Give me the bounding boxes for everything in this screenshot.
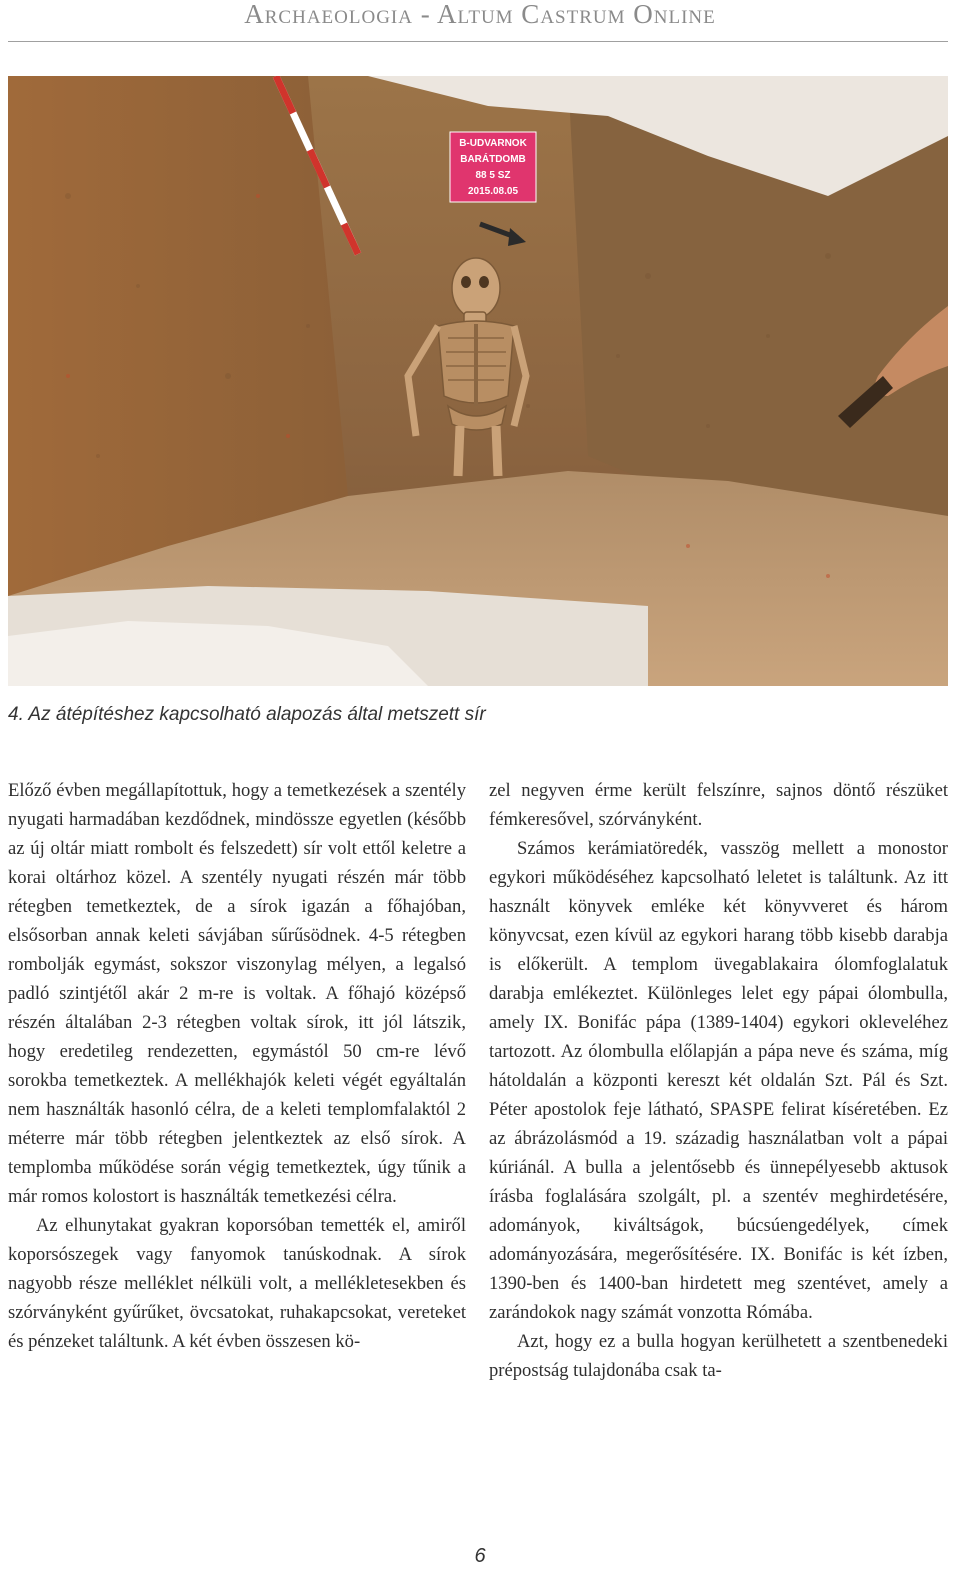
paragraph: Azt, hogy ez a bulla hogyan kerülhetett a szentbenedeki prépostság tulajdonába csak ta- [489, 1331, 948, 1381]
paragraph: zel negyven érme került felszínre, sajnos döntő részüket fémkeresővel, szórványként. [489, 780, 948, 830]
figure-caption: 4. Az átépítéshez kapcsolható alapozás által metszett sír [8, 704, 486, 725]
excavation-photo [8, 76, 948, 686]
site-label-board [450, 132, 536, 202]
running-header: Archaeologia - Altum Castrum Online [244, 0, 716, 29]
page-number: 6 [474, 1545, 486, 1567]
sign-line-3: 88 5 SZ [475, 170, 511, 181]
sign-line-4: 2015.08.05 [467, 186, 519, 197]
sign-line-1: B-UDVARNOK [459, 138, 527, 149]
header-divider [8, 41, 948, 42]
paragraph: Számos kerámiatöredék, vasszög mellett a monostor egykori működéséhez kapcsolható leletet is találtunk. Az itt használt könyvek emléke két könyvveret és három könyvcsat, ezen kívül az egykori harang több kisebb darabja is előkerült. A templom üvegablakaira ólomfoglalatuk darabja emlékeztet. Különleges lelet egy pápai ólombulla, amely IX. Bonifác pápa (1389-1404) egykori okleveléhez tartozott. Az ólombulla előlapján a pápa neve és száma, míg hátoldalán a központi kereszt két oldalán Szt. Pál és Szt. Péter apostolok feje látható, SPASPE felirat kíséretében. Ez az ábrázolásmód a 19. századig használatban volt a pápai kúriánál. A bulla a jelentősebb és ünnepélyesebb aktusok írásba foglalására szolgált, pl. a szentév meghirdetésére, adományok, kiváltságok, búcsúengedélyek, címek adományozására, megerősítésére. IX. Bonifác is két ízben, 1390-ben és 1400-ban hirdetett meg szentévet, amely a zarándokok nagy számát vonzotta Rómába. [489, 838, 948, 1323]
paragraph: Előző évben megállapítottuk, hogy a temetkezések a szentély nyugati harmadában kezdődnek, mindössze egyetlen (később az új oltár miatt rombolt és felszedett) sír volt ettől keletre a korai oltárhoz közel. A szentély nyugati részén már több rétegben temetkeztek, de a sírok igazán a főhajóban, elsősorban annak keleti sávjában sűrűsödnek. 4-5 rétegben rombolják egymást, sokszor viszonylag mélyen, a legalsó padló szintjétől akár 2 m-re is voltak. A főhajó középső részén általában 2-3 rétegben voltak sírok, itt jól látszik, hogy eredetileg rendezetten, egymástól 50 cm-re lévő sorokba temetkeztek. A mellékhajók keleti végét egyáltalán nem használták hasonló célra, de a keleti templomfalaktól 2 méterre már több rétegben jelentkeztek az első sírok. A templomba működése során végig temetkeztek, úgy tűnik a már romos kolostort is használták temetkezési célra. [8, 780, 466, 1207]
paragraph: Az elhunytakat gyakran koporsóban temették el, amiről koporsószegek vagy fanyomok tanúskodnak. A sírok nagyobb része melléklet nélküli volt, a mellékletesekben és szórványként gyűrűket, övcsatokat, ruhakapcsokat, vereteket és pénzeket találtunk. A két évben összesen kö- [8, 1215, 466, 1352]
text-column-right [489, 776, 948, 1385]
text-column-left [8, 776, 466, 1356]
grave-photo-illustration [8, 76, 948, 686]
sign-line-2: BARÁTDOMB [460, 154, 526, 165]
